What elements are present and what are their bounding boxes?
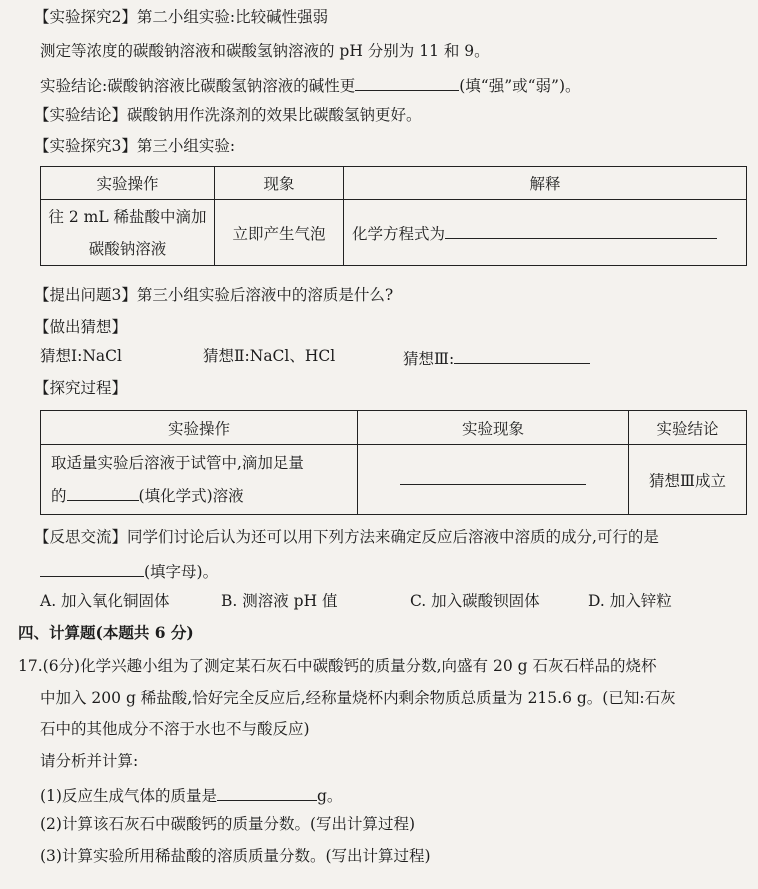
reflect-option-c: C. 加入碳酸钡固体: [410, 592, 540, 610]
q17-prompt: 请分析并计算:: [40, 752, 139, 770]
process-conclusion-cell: 猜想Ⅲ成立: [629, 445, 747, 515]
process-table-row: [41, 445, 747, 515]
exp3-header-explanation: 解释: [344, 167, 747, 200]
q17-sub2: (2)计算该石灰石中碳酸钙的质量分数。(写出计算过程): [40, 815, 416, 833]
exp2-ph-line: 测定等浓度的碳酸钠溶液和碳酸氢钠溶液的 pH 分别为 11 和 9。: [40, 42, 490, 60]
exp2-conclusion: [40, 76, 581, 95]
process-formula-blank[interactable]: [67, 486, 139, 501]
exp3-explanation-cell: [344, 200, 747, 266]
q17-sub1: [40, 786, 342, 805]
guess-3-label: 猜想Ⅲ:: [403, 350, 455, 368]
process-phenomenon-cell: [358, 445, 629, 515]
guess-3: [403, 349, 590, 368]
reflect-answer-blank[interactable]: [40, 562, 144, 577]
exp2-conclusion-hint: (填“强”或“弱”)。: [459, 77, 581, 95]
exp3-heading: 【实验探究3】第三小组实验:: [34, 137, 236, 155]
exp2-conclusion-text: 实验结论:碳酸钠溶液比碳酸氢钠溶液的碱性更: [40, 77, 356, 95]
guess-2: 猜想Ⅱ:NaCl、HCl: [203, 347, 336, 365]
reflect-option-a: A. 加入氧化铜固体: [40, 592, 170, 610]
reflect-line2: [40, 562, 218, 581]
q17-sub1-unit: g。: [316, 787, 343, 805]
q17-sub1-blank[interactable]: [217, 786, 317, 801]
exp2-heading: 【实验探究2】第二小组实验:比较碱性强弱: [34, 8, 329, 26]
exp3-operation-cell: [41, 200, 215, 266]
exp3-table: [40, 166, 747, 266]
process-operation-cell: [41, 445, 358, 515]
exp3-table-header-row: [41, 167, 747, 200]
process-op-hint: (填化学式)溶液: [138, 486, 244, 505]
exp3-header-operation: 实验操作: [41, 167, 215, 200]
exp3-equation-blank[interactable]: [445, 224, 717, 239]
process-phenomenon-blank[interactable]: [400, 470, 586, 485]
reflect-option-b: B. 测溶液 pH 值: [221, 592, 338, 610]
exp2-summary: 【实验结论】碳酸钠用作洗涤剂的效果比碳酸氢钠更好。: [34, 106, 422, 124]
q17-sub3: (3)计算实验所用稀盐酸的溶质质量分数。(写出计算过程): [40, 847, 431, 865]
q17-line1: 17.(6分)化学兴趣小组为了测定某石灰石中碳酸钙的质量分数,向盛有 20 g 石灰石样品的烧杯: [18, 657, 657, 675]
reflect-line1: 【反思交流】同学们讨论后认为还可以用下列方法来确定反应后溶液中溶质的成分,可行的是: [34, 528, 659, 546]
exp3-operation-line2: 碳酸钠溶液: [88, 239, 167, 258]
exp3-header-phenomenon: 现象: [215, 167, 344, 200]
reflect-option-d: D. 加入锌粒: [588, 592, 672, 610]
section4-title: 四、计算题(本题共 6 分): [18, 623, 194, 642]
exp2-answer-blank[interactable]: [355, 76, 459, 91]
exp3-table-row: [41, 200, 747, 266]
q17-line2: 中加入 200 g 稀盐酸,恰好完全反应后,经称量烧杯内剩余物质总质量为 215.6 g。(已知:石灰: [40, 689, 676, 707]
process-header-conclusion: 实验结论: [629, 411, 747, 445]
process-operation-line1: 取适量实验后溶液于试管中,滴加足量: [51, 453, 304, 472]
process-header-operation: 实验操作: [41, 411, 358, 445]
process-table-header-row: [41, 411, 747, 445]
exp3-operation-line1: 往 2 mL 稀盐酸中滴加: [48, 207, 207, 226]
guess-1: 猜想Ⅰ:NaCl: [40, 347, 122, 365]
process-table: [40, 410, 747, 515]
question3: 【提出问题3】第三小组实验后溶液中的溶质是什么?: [34, 286, 394, 304]
process-operation-line2: [51, 480, 357, 513]
process-heading: 【探究过程】: [34, 379, 128, 397]
exp3-phenomenon-cell: 立即产生气泡: [215, 200, 344, 266]
guess-3-blank[interactable]: [454, 349, 590, 364]
process-op-de: 的: [51, 486, 67, 505]
process-header-phenomenon: 实验现象: [358, 411, 629, 445]
reflect-hint: (填字母)。: [144, 563, 219, 581]
q17-line3: 石中的其他成分不溶于水也不与酸反应): [40, 720, 310, 738]
guess-heading: 【做出猜想】: [34, 318, 128, 336]
exp3-equation-label: 化学方程式为: [352, 224, 446, 243]
q17-sub1-text: (1)反应生成气体的质量是: [40, 787, 217, 805]
